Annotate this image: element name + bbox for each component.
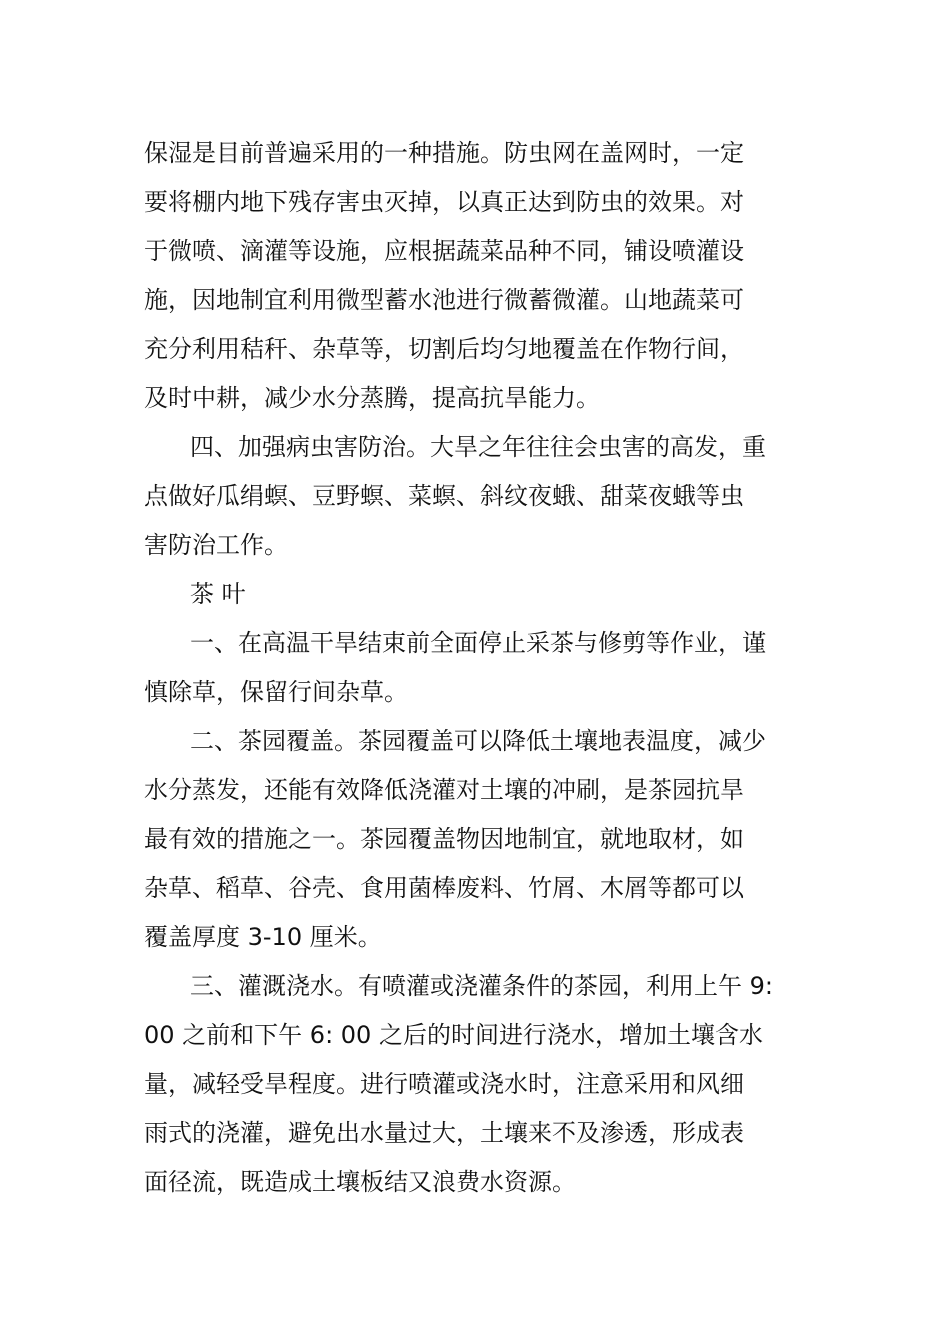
document-body bbox=[144, 129, 808, 1207]
text-line: 充分利用秸秆、杂草等，切割后均匀地覆盖在作物行间， bbox=[144, 335, 744, 363]
paragraph-start-line: 三、灌溉浇水。有喷灌或浇灌条件的茶园，利用上午 9: bbox=[190, 972, 773, 1000]
text-line: 慎除草，保留行间杂草。 bbox=[144, 678, 408, 706]
paragraph-start-line: 四、加强病虫害防治。大旱之年往往会虫害的高发，重 bbox=[190, 433, 766, 461]
paragraph-start-line: 一、在高温干旱结束前全面停止采茶与修剪等作业，谨 bbox=[190, 629, 766, 657]
section-heading: 茶 叶 bbox=[190, 580, 246, 608]
text-line: 要将棚内地下残存害虫灭掉，以真正达到防虫的效果。对 bbox=[144, 188, 744, 216]
text-line: 害防治工作。 bbox=[144, 531, 288, 559]
text-line: 保湿是目前普遍采用的一种措施。防虫网在盖网时，一定 bbox=[144, 139, 744, 167]
text-line: 杂草、稻草、谷壳、食用菌棒废料、竹屑、木屑等都可以 bbox=[144, 874, 744, 902]
text-line: 面径流，既造成土壤板结又浪费水资源。 bbox=[144, 1168, 576, 1196]
text-line: 最有效的措施之一。茶园覆盖物因地制宜，就地取材，如 bbox=[144, 825, 744, 853]
text-line: 及时中耕，减少水分蒸腾，提高抗旱能力。 bbox=[144, 384, 600, 412]
text-line: 雨式的浇灌，避免出水量过大，土壤来不及渗透，形成表 bbox=[144, 1119, 744, 1147]
text-line: 水分蒸发，还能有效降低浇灌对土壤的冲刷，是茶园抗旱 bbox=[144, 776, 744, 804]
text-line: 点做好瓜绢螟、豆野螟、菜螟、斜纹夜蛾、甜菜夜蛾等虫 bbox=[144, 482, 744, 510]
text-line: 00 之前和下午 6: 00 之后的时间进行浇水，增加土壤含水 bbox=[144, 1021, 763, 1049]
text-line: 覆盖厚度 3-10 厘米。 bbox=[144, 923, 382, 951]
text-line: 于微喷、滴灌等设施，应根据蔬菜品种不同，铺设喷灌设 bbox=[144, 237, 744, 265]
text-line: 量，减轻受旱程度。进行喷灌或浇水时，注意采用和风细 bbox=[144, 1070, 744, 1098]
text-line: 施，因地制宜利用微型蓄水池进行微蓄微灌。山地蔬菜可 bbox=[144, 286, 744, 314]
paragraph-start-line: 二、茶园覆盖。茶园覆盖可以降低土壤地表温度，减少 bbox=[190, 727, 766, 755]
